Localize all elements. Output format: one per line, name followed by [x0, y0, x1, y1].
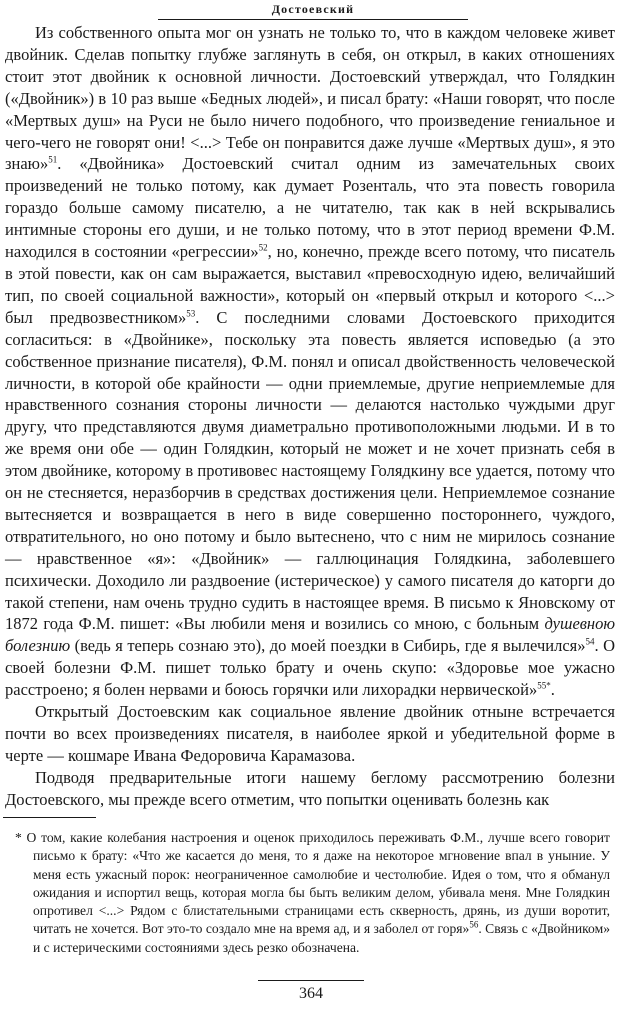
paragraph	[5, 22, 615, 701]
text-run: .	[550, 680, 555, 700]
emphasis-text: душевною болезнию	[5, 614, 615, 656]
footnote-marker: 54	[585, 636, 595, 647]
footnote-marker: 52	[258, 242, 268, 253]
footnote-marker: 56	[469, 919, 479, 930]
footnote-marker: 53	[186, 308, 196, 319]
text-run: . О своей болезни Ф.М. пишет только брату и очень скупо: «Здоровье мое ужасно расстроено; я болен нервами и боюсь горячки или лихорадки нервической»	[5, 636, 616, 700]
text-run: Подводя предварительные итоги нашему беглому рассмотрению болезни Достоевского, мы прежде всего отметим, что попытки оценивать болезнь как	[5, 767, 615, 809]
footnote-marker: 51	[48, 154, 58, 165]
text-run: Открытый Достоевским как социальное явление двойник отныне встречается почти во всех произведениях писателя, в наиболее яркой и убедительной форме в черте — кошмаре Ивана Федоровича Карамазова.	[5, 702, 615, 765]
text-run: . Связь с «Двойником» и с истерическими состояниями здесь резко обозначена.	[33, 921, 610, 955]
running-head: Достоевский	[271, 2, 355, 16]
footnote	[5, 829, 610, 957]
text-run: Из собственного опыта мог он узнать не только то, что в каждом человеке живет двойник. Сделав попытку глубже заглянуть в себя, он открыл, в каких отношениях стоит этот двойник к основной личности. Достоевский утверждал, что Голядкин («Двойник») в 10 раз выше «Бедных людей», и писал брату: «Наши говорят, что после «Мертвых душ» на Руси не было ничего подобного, что произведение гениальное и чего-чего не говорят они! <...> Тебе он понравится даже лучше «Мертвых душ», я это знаю»	[5, 23, 615, 174]
text-run: * О том, какие колебания настроения и оценок приходилось переживать Ф.М., лучше всего говорит письмо к брату: «Что же касается до меня, то я даже на некоторое мгновение впал в уныние. У меня есть ужасный порок: неограниченное самолюбие и честолюбие. Идея о том, что я обманул ожидания и испортил вещь, которая могла бы быть великим делом, убивала меня. Мне Голядкин опротивел <...> Рядом с блистательными страницами есть скверность, дрянь, из души воротит, читать не хочется. Вот это-то создало мне на время ад, и я заболел от горя»	[15, 830, 610, 937]
header-rule	[158, 19, 468, 20]
text-run: . С последними словами Достоевского приходится согласиться: в «Двойнике», поскольку эта повесть является исповедью (а это собственное признание писателя), Ф.М. понял и описал двойственность человеческой личности, в которой обе крайности — одни приемлемые, другие неприемлемые для нравственного сознания стороны личности — делаются настолько чуждыми друг другу, что представляются двумя диаметрально противоположными людьми. И в то же время они обе — один Голядкин, который не может и не хочет признать себя в этом двойнике, которому в противовес настоящему Голядкину все удается, потому что он не стесняется, неразборчив в средствах достижения цели. Неприемлемое сознание вытесняется и возвращается в него в виде совершенно постороннего, чуждого, отвратительного, но оно потому и было вытеснено, что с ним не мирилось сознание — нравственное «я»: «Двойник» — галлюцинация Голядкина, заболевшего психически. Доходило ли раздвоение (истерическое) у самого писателя до каторги до такой степени, нам очень трудно судить в настоящее время. В письмо к Яновскому от 1872 года Ф.М. пишет: «Вы любили меня и возились со мною, с больным	[5, 307, 615, 634]
main-text	[5, 22, 615, 811]
text-run: . «Двойника» Достоевский считал одним из замечательных своих произведений не только потому, как думает Розенталь, что эта повесть говорила гораздо больше самому писателю, а не читателю, так как в ней вскрывались интимные стороны его души, и не только потому, что в этот период времени Ф.М. находился в состоянии «регрессии»	[5, 154, 615, 262]
footnote-marker: 55*	[537, 680, 551, 691]
page-number: 364	[299, 985, 323, 1002]
footnote-rule	[3, 817, 96, 818]
paragraph	[5, 767, 615, 811]
page-number-rule	[258, 980, 364, 981]
text-run: (ведь я теперь сознаю это), до моей поездки в Сибирь, где я вылечился»	[70, 636, 586, 656]
text-run: , но, конечно, прежде всего потому, что писатель в этой повести, как он сам выражается, выставил «превосходную идею, величайший тип, по своей социальной важности», который он «первый открыл и которого <...> был предвозвестником»	[5, 242, 615, 327]
paragraph	[5, 701, 615, 767]
